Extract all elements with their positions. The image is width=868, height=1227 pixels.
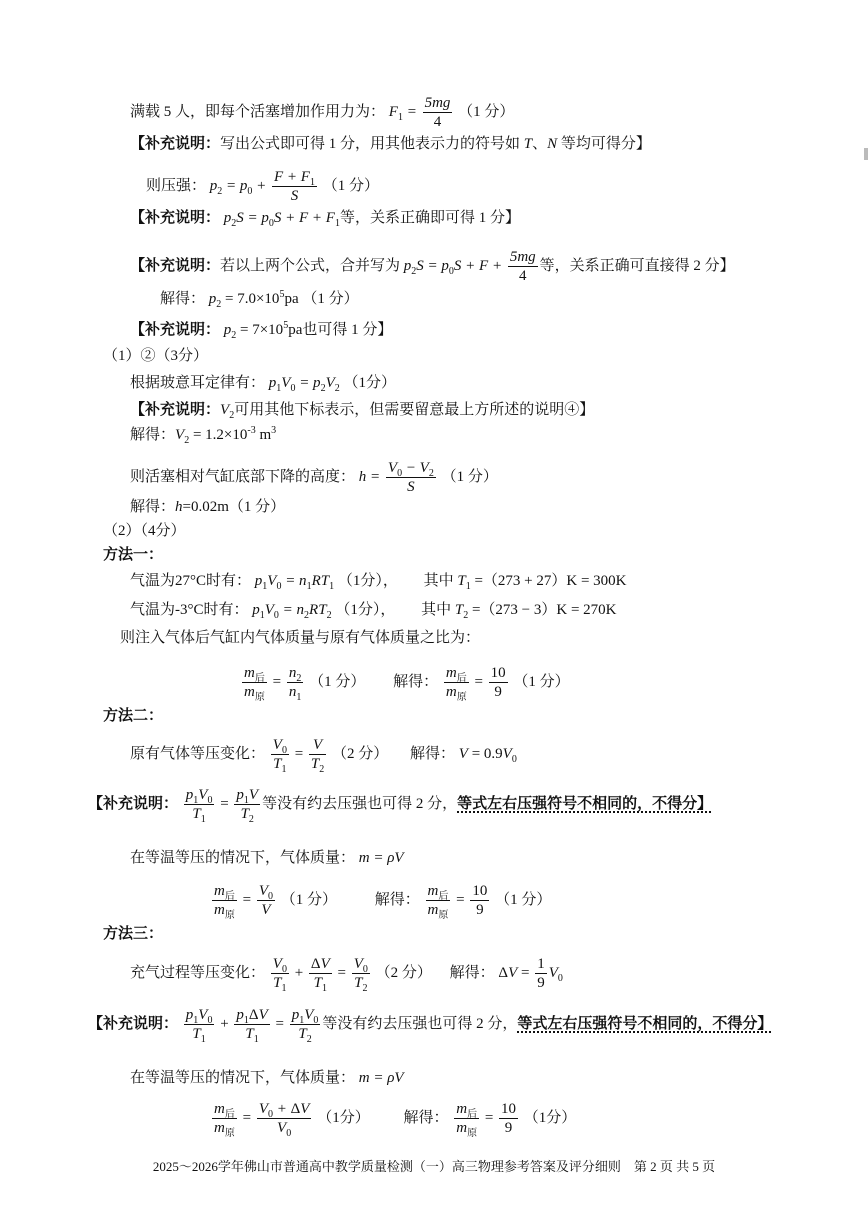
fraction-mass-ratio: $\frac{m_后}{m_原}$ — [445, 665, 467, 703]
formula: $p_2S = p_0S + F + F_1$ — [223, 210, 340, 229]
m1-row-2 — [130, 600, 616, 620]
fraction-mass-ratio: $\frac{m_后}{m_原}$ — [244, 665, 265, 703]
fraction: $\frac{p_1V_0}{T_2}$ — [291, 1007, 319, 1045]
sub-orig: 原 — [467, 1128, 478, 1139]
formula: $T_2 =(273 - 3)K = 270K$ — [454, 602, 617, 621]
note-text: 可用其他下标表示，但需要留意最上方所述的说明④】 — [234, 402, 595, 418]
score: （1 分） — [495, 891, 552, 908]
text: 解得： — [393, 673, 439, 690]
score: （2 分） — [332, 745, 389, 762]
text: 解得： — [374, 891, 420, 908]
fraction-mass-ratio: $\frac{m_后}{m_原}$ — [427, 883, 449, 921]
sub-after: 后 — [254, 673, 265, 684]
fraction-result: $\frac{10}{9}$ — [472, 883, 488, 918]
line-pressure — [146, 168, 379, 205]
score: （1 分） — [441, 468, 498, 485]
note-text: 等，关系正确可直接得 2 分】 — [539, 257, 735, 274]
score: （1 分） — [302, 291, 359, 307]
text: 解得： — [130, 427, 176, 443]
text: 气温为27°C时有： — [130, 573, 252, 589]
fraction-mass-ratio: $\frac{m_后}{m_原}$ — [456, 1101, 478, 1139]
text: 在等温等压的情况下，气体质量： — [130, 1070, 356, 1086]
text: 满载 5 人，即每个活塞增加作用力为： — [130, 103, 386, 120]
text: 解得： — [410, 745, 456, 762]
formula: $p_1V_0 = n_2RT_2$ — [252, 602, 332, 621]
fraction: $\frac{V_0}{T_2}$ — [353, 956, 368, 994]
text: 则压强： — [146, 177, 207, 194]
fraction: $\frac{V}{T_2}$ — [310, 737, 325, 775]
section-1-2: （1）②（3分） — [103, 348, 209, 364]
sub-orig: 原 — [438, 910, 449, 921]
score: （1分） — [317, 1109, 370, 1126]
formula: $p_2S = p_0S + F$ + $\frac{5mg}{4}$ — [403, 249, 536, 284]
line-result-v2 — [130, 425, 276, 445]
section-2: （2）（4分） — [103, 523, 186, 539]
fraction: $\frac{V_0}{T_1}$ — [272, 956, 287, 994]
m3-row-4: $\frac{m_后}{m_原}$ = $\frac{V_0 + \Delta V}{V_0}$ （1分） 解得： $\frac{m_后}{m_原}$ = $\frac{10}{9}$ （1分） — [214, 1101, 577, 1139]
score: （1分）， — [335, 602, 396, 618]
note-3 — [130, 248, 735, 285]
score: （1 分） — [309, 673, 366, 690]
score: （2 分） — [375, 964, 432, 981]
score: （1 分） — [322, 177, 379, 194]
formula: m = ρV — [358, 850, 404, 866]
note-label: 【补充说明： — [88, 1015, 179, 1032]
fraction-n: $\frac{n_2}{n_1}$ — [288, 665, 302, 703]
sub-orig: 原 — [224, 1128, 235, 1139]
note-label: 【补充说明： — [130, 402, 221, 418]
note-4 — [130, 320, 392, 340]
formula: $T_1 =(273 + 27)K = 300K$ — [457, 573, 627, 592]
m1-row-1 — [130, 571, 627, 591]
text: =0.02m（1 分） — [182, 499, 286, 515]
fraction: $\frac{p_1\Delta V}{T_1}$ — [236, 1007, 268, 1045]
text: 其中 — [421, 602, 455, 618]
formula: $p_1V_0 = p_2V_2$ — [268, 375, 340, 394]
method-2-title: 方法二： — [103, 708, 164, 724]
text: 在等温等压的情况下，气体质量： — [130, 850, 356, 866]
sub-orig: 原 — [224, 910, 235, 921]
fraction: $\frac{V_0}{V}$ — [258, 883, 273, 918]
sub-after: 后 — [224, 1109, 235, 1120]
note-label: 【补充说明： — [130, 322, 221, 338]
text: 解得： — [449, 964, 495, 981]
formula: $V = 0.9V_0$ — [458, 745, 517, 765]
m2-row-3 — [130, 848, 404, 868]
note-text: 等没有约去压强也可得 2 分， — [262, 795, 458, 812]
m2-row-4: $\frac{m_后}{m_原}$ = $\frac{V_0}{V}$ （1 分） 解得： $\frac{m_后}{m_原}$ = $\frac{10}{9}$ （1 分） — [214, 883, 552, 921]
note-text: 也可得 1 分】 — [302, 322, 393, 338]
line-boyle — [130, 373, 396, 393]
score: （1分） — [343, 375, 396, 391]
sub-after: 后 — [224, 891, 235, 902]
sub-after: 后 — [467, 1109, 478, 1120]
formula: h = $\frac{V_0 - V_2}{S}$ — [358, 460, 434, 495]
fraction-mass-ratio: $\frac{m_后}{m_原}$ — [214, 883, 235, 921]
note-label: 【补充说明： — [130, 210, 221, 226]
m2-row-1: 原有气体等压变化： $\frac{V_0}{T_1}$ = $\frac{V}{T_2}$ （2 分） 解得： $V = 0.9V_0$ — [130, 737, 517, 775]
text: 解得： — [160, 291, 206, 307]
line-height — [130, 459, 498, 496]
symbol: h — [175, 499, 183, 515]
note-text: 等，关系正确即可得 1 分】 — [339, 210, 520, 226]
symbol: T — [523, 136, 533, 152]
formula: m = ρV — [358, 1070, 404, 1086]
text: 则活塞相对气缸底部下降的高度： — [130, 468, 356, 485]
text: 原有气体等压变化： — [130, 745, 266, 762]
formula-p2: $p_2 = p_0$ + $\frac{F + F_1}{S}$ — [209, 169, 315, 204]
text: 其中 — [423, 573, 458, 589]
formula: $p_1V_0 = n_1RT_1$ — [254, 573, 335, 592]
fraction-mass-ratio: $\frac{m_后}{m_原}$ — [214, 1101, 235, 1139]
note-text: 若以上两个公式，合并写为 — [220, 257, 404, 274]
text: 解得： — [130, 499, 176, 515]
score: （1 分） — [458, 103, 515, 120]
score: （1分）， — [337, 573, 398, 589]
formula: $V_2 = 1.2\times 10^{-3}$ $m^3$ — [175, 425, 277, 446]
fraction: $\frac{V_0}{T_1}$ — [272, 737, 287, 775]
text: 气温为-3°C时有： — [130, 602, 249, 618]
sub-orig: 原 — [254, 692, 265, 703]
note-label: 【补充说明： — [88, 795, 179, 812]
fraction: $\frac{V_0 + \Delta V}{V_0}$ — [258, 1101, 310, 1139]
score: （1分） — [523, 1109, 577, 1126]
score: （1 分） — [280, 891, 337, 908]
symbol: $V_2$ — [220, 402, 235, 421]
line-result-p2 — [160, 289, 359, 309]
m2-note: 【补充说明： $\frac{p_1V_0}{T_1}$ = $\frac{p_1V}{T_2}$ 等没有约去压强也可得 2 分，等式左右压强符号不相同的，不得分】 — [88, 787, 713, 825]
sub-after: 后 — [438, 891, 449, 902]
note-1 — [130, 134, 651, 154]
fraction: $\frac{p_1V_0}{T_1}$ — [185, 787, 213, 825]
method-1-title: 方法一： — [103, 547, 164, 563]
note-text: 、 — [532, 136, 548, 152]
note-text: 写出公式即可得 1 分，用其他表示力的符号如 — [220, 136, 524, 152]
note-label: 【补充说明： — [130, 257, 221, 274]
symbol: N — [547, 136, 558, 152]
note-text: 等没有约去压强也可得 2 分， — [322, 1015, 518, 1032]
m3-row-1: 充气过程等压变化： $\frac{V_0}{T_1}$ + $\frac{\Delta V}{T_1}$ = $\frac{V_0}{T_2}$ （2 分） 解得： ΔV = $\frac{1}{9}$ $V_0$ — [130, 956, 563, 994]
line-load-force — [130, 94, 514, 131]
note-text: 等均可得分】 — [557, 136, 651, 152]
text: 根据玻意耳定律有： — [130, 375, 266, 391]
note-5 — [130, 400, 594, 420]
page-edge-marker — [864, 148, 868, 160]
fraction-result: $\frac{10}{9}$ — [490, 665, 506, 700]
sub-after: 后 — [456, 673, 467, 684]
m3-row-3 — [130, 1068, 404, 1088]
m1-row-3: 则注入气体后气缸内气体质量与原有气体质量之比为： — [120, 630, 481, 646]
line-result-h — [130, 497, 285, 517]
note-warning: 等式左右压强符号不相同的，不得分】 — [457, 795, 713, 812]
note-label: 【补充说明： — [130, 136, 221, 152]
page-footer: 2025～2026学年佛山市普通高中教学质量检测（一）高三物理参考答案及评分细则 第 2 页 共 5 页 — [152, 1159, 716, 1174]
method-3-title: 方法三： — [103, 926, 164, 942]
fraction: $\frac{p_1V}{T_2}$ — [236, 787, 259, 825]
formula: ΔV = $\frac{1}{9}$ $V_0$ — [498, 956, 563, 991]
formula: $p_2 = 7\times 10^5pa$ — [223, 320, 303, 341]
m3-note: 【补充说明： $\frac{p_1V_0}{T_1}$ + $\frac{p_1\Delta V}{T_1}$ = $\frac{p_1V_0}{T_2}$ 等没有约去压强也可得 2 分，等式左右压强符号不相同的，不得分】 — [88, 1007, 773, 1045]
fraction-result: $\frac{10}{9}$ — [501, 1101, 517, 1136]
score: （1 分） — [513, 673, 570, 690]
sub-orig: 原 — [456, 692, 467, 703]
note-2 — [130, 208, 520, 228]
text: 解得： — [403, 1109, 449, 1126]
text: 充气过程等压变化： — [130, 964, 266, 981]
note-warning: 等式左右压强符号不相同的，不得分】 — [517, 1015, 773, 1032]
formula: $p_2 = 7.0\times 10^5pa$ — [208, 289, 299, 310]
formula-f1: $F_1$ = $\frac{5mg}{4}$ — [388, 95, 451, 130]
m1-row-4: $\frac{m_后}{m_原}$ = $\frac{n_2}{n_1}$ （1 分） 解得： $\frac{m_后}{m_原}$ = $\frac{10}{9}$ （1 分） — [244, 665, 570, 703]
fraction: $\frac{p_1V_0}{T_1}$ — [185, 1007, 213, 1045]
fraction: $\frac{\Delta V}{T_1}$ — [310, 956, 330, 994]
